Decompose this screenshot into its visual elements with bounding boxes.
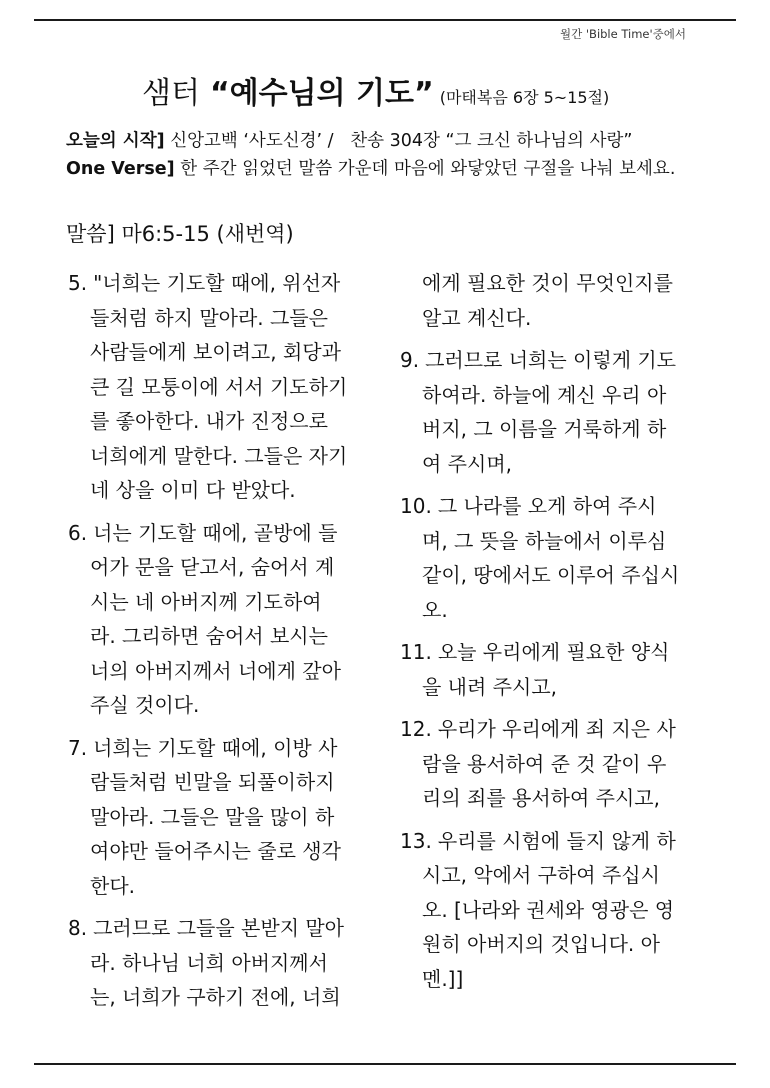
verse-line — [400, 489, 720, 524]
verse-line: 너의 아버지께서 너에게 갚아 — [90, 658, 341, 683]
intro-start-label: 오늘의 시작] — [66, 131, 165, 151]
verse-line: 하여라. 하늘에 계신 우리 아 — [422, 382, 667, 407]
verse-line: 알고 계신다. — [422, 305, 532, 330]
verse-text: 그러므로 너희는 이렇게 기도 — [425, 348, 677, 372]
verse-number: 5. — [68, 271, 88, 295]
verse-line — [400, 343, 720, 378]
verse-line: 주실 것이다. — [90, 693, 200, 717]
verse-line: 들처럼 하지 말아라. 그들은 — [90, 305, 328, 330]
verse-line — [68, 911, 388, 946]
top-rule — [34, 19, 736, 21]
verse-text: 너희는 기도할 때에, 이방 사 — [93, 735, 338, 760]
verse-line: 라. 그리하면 숨어서 보시는 — [90, 624, 328, 648]
verse-line — [400, 824, 720, 859]
intro-start-text: 신앙고백 ‘사도신경’ / 찬송 304장 “그 크신 하나님의 사랑” — [164, 131, 633, 151]
bottom-rule — [34, 1063, 736, 1065]
verse-line: 람을 용서하여 준 것 같이 우 — [422, 751, 667, 776]
scripture-heading: 말씀] 마6:5-15 (새번역) — [66, 222, 294, 246]
verse-text: 그러므로 그들을 본받지 말아 — [93, 916, 345, 940]
verse-number: 6. — [68, 520, 88, 545]
verse-line: 오. — [422, 597, 448, 622]
verse-line: 을 내려 주시고, — [422, 674, 557, 699]
verse-line — [400, 635, 720, 670]
verse-line: 라. 하나님 너희 아버지께서 — [90, 950, 328, 975]
verse-text: 우리를 시험에 들지 않게 하 — [437, 828, 676, 853]
verse-item — [400, 635, 720, 704]
verse-item — [400, 343, 720, 481]
verse-line — [68, 516, 388, 551]
verse-line: 멘.]] — [422, 966, 464, 991]
verse-line — [400, 712, 720, 747]
verse-line — [68, 266, 388, 301]
verse-line: 사람들에게 보이려고, 회당과 — [90, 340, 341, 364]
verse-line: 시는 네 아버지께 기도하여 — [90, 589, 322, 614]
verse-line: 버지, 그 이름을 거룩하게 하 — [422, 417, 667, 441]
verse-line: 큰 길 모퉁이에 서서 기도하기 — [90, 374, 348, 399]
verse-line: 시고, 악에서 구하여 주십시 — [422, 863, 660, 887]
verse-number: 9. — [400, 348, 420, 372]
verse-text: "너희는 기도할 때에, 위선자 — [93, 271, 341, 295]
verse-item — [400, 824, 720, 997]
verse-line: 같이, 땅에서도 이루어 주십시 — [422, 563, 680, 587]
verse-line: 네 상을 이미 다 받았다. — [90, 478, 296, 502]
intro-one-verse — [66, 155, 675, 183]
verse-line: 며, 그 뜻을 하늘에서 이루심 — [422, 528, 667, 553]
verse-line — [68, 731, 388, 766]
verse-line: 리의 죄를 용서하여 주시고, — [422, 786, 660, 810]
verse-item — [68, 731, 388, 904]
verse-item — [400, 489, 720, 627]
verse-line: 는, 너희가 구하기 전에, 너희 — [90, 985, 341, 1009]
verse-number: 7. — [68, 735, 88, 760]
verse-line: 오. [나라와 권세와 영광은 영 — [422, 897, 675, 922]
intro-block — [66, 127, 675, 183]
verse-number: 8. — [68, 916, 88, 940]
title-main: “예수님의 기도” — [209, 76, 434, 111]
verse-number: 11. — [400, 640, 432, 664]
verse-number: 12. — [400, 717, 432, 741]
verse-item — [68, 516, 388, 723]
verse-number: 10. — [400, 494, 432, 518]
verse-number: 13. — [400, 828, 432, 853]
verse-line: 에게 필요한 것이 무엇인지를 — [422, 271, 673, 295]
verse-line: 어가 문을 닫고서, 숨어서 계 — [90, 555, 335, 579]
verse-text: 오늘 우리에게 필요한 양식 — [437, 640, 670, 664]
verse-line: 람들처럼 빈말을 되풀이하지 — [90, 770, 335, 794]
verse-line: 너희에게 말한다. 그들은 자기 — [90, 443, 348, 468]
verse-text: 우리가 우리에게 죄 지은 사 — [437, 717, 676, 741]
verse-item — [68, 266, 388, 508]
title-reference: (마태복음 6장 5~15절) — [439, 88, 610, 107]
verse-line: 를 좋아한다. 내가 진정으로 — [90, 409, 328, 433]
title-prefix: 샘터 — [142, 76, 200, 111]
verse-text: 그 나라를 오게 하여 주시 — [437, 494, 657, 518]
left-column — [68, 266, 388, 1023]
intro-start — [66, 127, 675, 155]
source-note: 월간 'Bible Time'중에서 — [560, 27, 686, 41]
verse-item — [400, 712, 720, 816]
verse-continuation — [400, 266, 720, 335]
verse-text: 너는 기도할 때에, 골방에 들 — [93, 520, 338, 545]
verse-line: 한다. — [90, 873, 135, 898]
verse-item — [68, 911, 388, 1015]
right-column — [400, 266, 720, 1004]
page-title — [142, 68, 609, 112]
verse-line: 여 주시며, — [422, 451, 512, 476]
verse-line: 여야만 들어주시는 줄로 생각 — [90, 839, 341, 863]
verse-line: 원히 아버지의 것입니다. 아 — [422, 932, 660, 956]
verse-line: 말아라. 그들은 말을 많이 하 — [90, 804, 335, 829]
intro-verse-label: One Verse] — [66, 159, 175, 179]
intro-verse-text: 한 주간 읽었던 말씀 가운데 마음에 와닿았던 구절을 나눠 보세요. — [174, 159, 676, 179]
